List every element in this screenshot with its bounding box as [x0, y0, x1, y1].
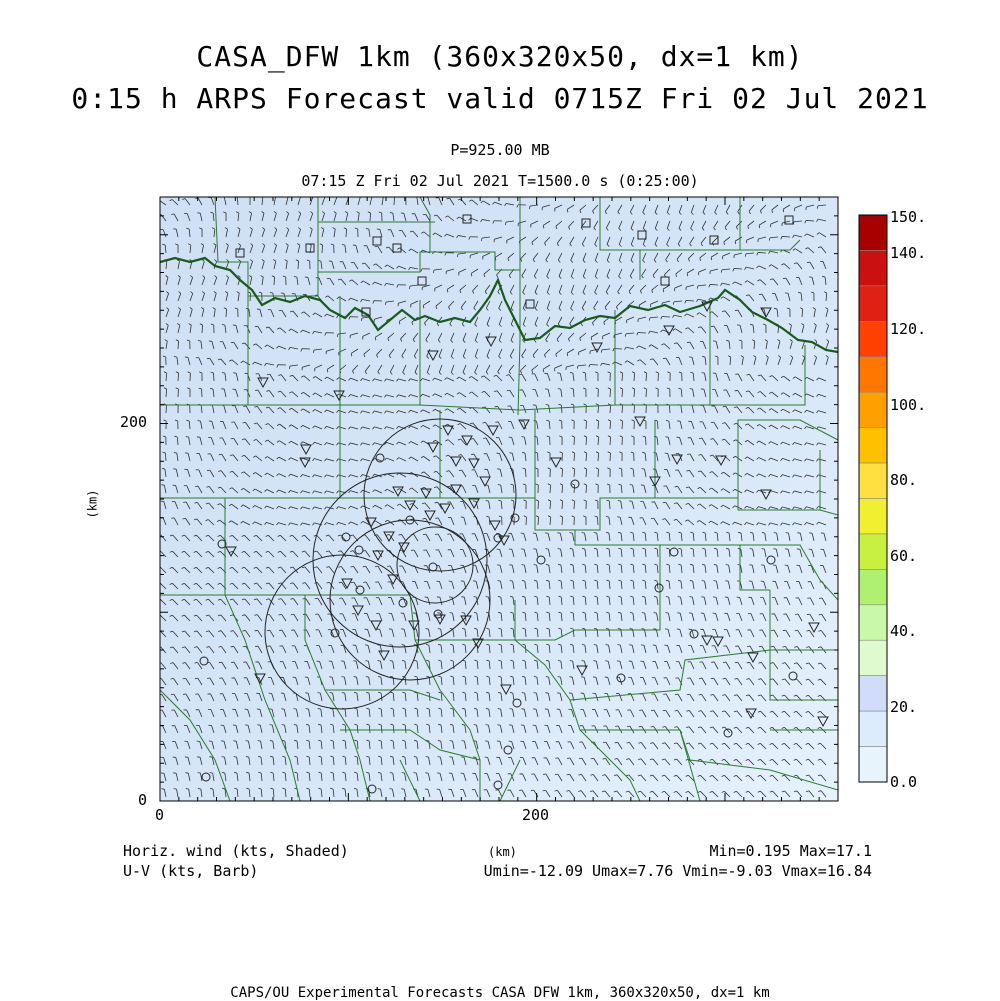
- colorbar: [859, 215, 887, 782]
- wind-barb: [538, 501, 539, 509]
- wind-barb-flag: [389, 789, 392, 790]
- wind-barb-flag: [157, 200, 159, 202]
- wind-barb-flag: [423, 214, 426, 215]
- wind-barb-flag: [426, 629, 429, 630]
- legend-barb: U-V (kts, Barb): [123, 862, 258, 880]
- wind-barb-flag: [807, 614, 810, 615]
- colorbar-label-100: 100.: [890, 396, 926, 414]
- wind-barb-flag: [510, 709, 513, 710]
- wind-barb: [550, 485, 551, 493]
- wind-barb: [574, 501, 575, 509]
- wind-barb-flag: [543, 369, 544, 372]
- wind-barb-flag: [462, 741, 465, 742]
- wind-barb-flag: [327, 278, 330, 279]
- wind-barb-flag: [498, 581, 501, 582]
- wind-barb-flag: [521, 437, 524, 438]
- wind-barb-flag: [558, 677, 561, 678]
- wind-barb-flag: [687, 273, 688, 276]
- wind-barb-flag: [365, 661, 368, 662]
- colorbar-segment: [859, 569, 887, 604]
- wind-barb-flag: [267, 630, 270, 631]
- wind-barb: [638, 332, 646, 333]
- chart-title: CASA_DFW 1km (360x320x50, dx=1 km): [0, 40, 1000, 73]
- y-axis-label: (km): [85, 490, 99, 519]
- wind-barb-flag: [735, 662, 738, 663]
- wind-barb: [782, 236, 790, 237]
- wind-barb-flag: [459, 470, 462, 471]
- wind-barb-flag: [207, 358, 210, 359]
- y-tick-200: 200: [120, 413, 147, 431]
- wind-barb-flag: [617, 645, 620, 646]
- wind-barb-flag: [270, 725, 273, 726]
- wind-barb-flag: [783, 209, 784, 212]
- wind-barb: [686, 300, 694, 301]
- wind-barb-flag: [786, 533, 789, 534]
- wind-barb-flag: [630, 629, 633, 630]
- wind-barb-flag: [291, 614, 294, 615]
- colorbar-segment: [859, 286, 887, 321]
- wind-barb-flag: [423, 534, 426, 535]
- wind-barb-flag: [615, 742, 618, 743]
- wind-barb-flag: [402, 645, 405, 646]
- wind-barb-flag: [555, 774, 558, 775]
- wind-barb-flag: [534, 693, 537, 694]
- colorbar-segment: [859, 499, 887, 534]
- wind-barb-flag: [783, 630, 786, 631]
- wind-barb-flag: [378, 789, 381, 790]
- wind-barb: [394, 197, 395, 205]
- wind-barb: [597, 517, 598, 525]
- wind-barb: [346, 229, 347, 237]
- wind-barb-flag: [474, 597, 477, 598]
- wind-barb: [657, 421, 658, 429]
- colorbar-segment: [859, 250, 887, 285]
- colorbar-label-20: 20.: [890, 698, 917, 716]
- wind-barb-flag: [219, 662, 222, 663]
- colorbar-segment: [859, 711, 887, 746]
- wind-barb-flag: [354, 677, 357, 678]
- wind-barb: [646, 389, 647, 397]
- wind-barb: [610, 389, 611, 397]
- wind-barb-flag: [689, 597, 692, 598]
- y-tick-0: 0: [138, 791, 147, 809]
- colorbar-label-150: 150.: [890, 208, 926, 226]
- wind-barb-flag: [171, 694, 174, 695]
- wind-barb-flag: [303, 294, 306, 295]
- colorbar-segment: [859, 428, 887, 463]
- wind-barb: [274, 277, 275, 285]
- wind-barb-flag: [341, 677, 344, 678]
- wind-barb-flag: [606, 645, 609, 646]
- wind-barb-flag: [665, 613, 668, 614]
- colorbar-label-80: 80.: [890, 471, 917, 489]
- wind-barb: [734, 268, 742, 269]
- wind-barb-flag: [591, 337, 592, 340]
- wind-barb-flag: [486, 725, 489, 726]
- wind-barb: [662, 316, 670, 317]
- wind-barb-flag: [663, 710, 666, 711]
- wind-barb-flag: [654, 613, 657, 614]
- colorbar-label-40: 40.: [890, 622, 917, 640]
- wind-barb-flag: [447, 198, 450, 199]
- wind-barb-flag: [255, 326, 258, 327]
- wind-barb-flag: [315, 598, 318, 599]
- wind-barb-flag: [507, 390, 510, 391]
- wind-barb-flag: [399, 230, 402, 231]
- wind-barb-flag: [522, 565, 525, 566]
- colorbar-label-60: 60.: [890, 547, 917, 565]
- wind-barb-flag: [582, 661, 585, 662]
- wind-barb-flag: [330, 693, 333, 694]
- wind-barb: [806, 220, 814, 221]
- wind-barb-flag: [711, 422, 714, 423]
- wind-barb-flag: [663, 289, 664, 292]
- wind-barb-flag: [531, 790, 534, 791]
- wind-shading: [160, 197, 838, 801]
- wind-barb-flag: [567, 353, 568, 356]
- pressure-level: P=925.00 MB: [0, 141, 1000, 159]
- wind-barb: [758, 252, 766, 253]
- wind-barb-flag: [413, 773, 416, 774]
- wind-barb-flag: [711, 678, 714, 679]
- wind-barb-flag: [246, 741, 249, 742]
- wind-barb-flag: [545, 549, 548, 550]
- wind-barb-flag: [174, 789, 177, 790]
- wind-barb: [298, 261, 299, 269]
- colorbar-label-140: 140.: [890, 244, 926, 262]
- wind-barb-flag: [195, 678, 198, 679]
- wind-barb-flag: [569, 533, 572, 534]
- wind-barb: [710, 284, 718, 285]
- legend-minmax: Min=0.195 Max=17.1: [709, 842, 872, 860]
- wind-barb-flag: [711, 257, 712, 260]
- footer-credit: CAPS/OU Experimental Forecasts CASA DFW 1km, 360x320x50, dx=1 km: [0, 985, 1000, 1001]
- colorbar-label-0: 0.0: [890, 773, 917, 791]
- wind-barb: [525, 469, 526, 477]
- wind-barb-flag: [642, 469, 645, 470]
- wind-barb: [213, 373, 214, 381]
- wind-barb-flag: [702, 373, 705, 374]
- colorbar-segment: [859, 463, 887, 498]
- wind-barb: [586, 485, 587, 493]
- wind-barb-flag: [759, 225, 760, 228]
- wind-barb: [590, 364, 598, 365]
- wind-barb-flag: [339, 582, 342, 583]
- wind-barb-flag: [651, 518, 654, 519]
- wind-barb-flag: [759, 646, 762, 647]
- wind-barb-flag: [293, 709, 296, 710]
- colorbar-segment: [859, 357, 887, 392]
- colorbar-segment: [859, 534, 887, 569]
- colorbar-segment: [859, 676, 887, 711]
- valid-time: 07:15 Z Fri 02 Jul 2021 T=1500.0 s (0:25:00): [0, 172, 1000, 190]
- wind-barb-flag: [663, 502, 666, 503]
- colorbar-segment: [859, 215, 887, 250]
- wind-barb-flag: [450, 613, 453, 614]
- wind-barb: [634, 405, 635, 413]
- wind-barb: [370, 213, 371, 221]
- wind-barb-flag: [579, 758, 582, 759]
- wind-barb-flag: [402, 773, 405, 774]
- wind-barb-flag: [317, 693, 320, 694]
- colorbar-label-120: 120.: [890, 320, 926, 338]
- wind-barb-flag: [363, 566, 366, 567]
- wind-barb-flag: [378, 661, 381, 662]
- legend-uv-range: Umin=-12.09 Umax=7.76 Vmin=-9.03 Vmax=16.84: [484, 862, 872, 880]
- wind-barb-flag: [198, 773, 201, 774]
- wind-barb-flag: [219, 454, 222, 455]
- x-tick-0: 0: [155, 806, 164, 824]
- wind-barb-flag: [222, 757, 225, 758]
- wind-barb: [322, 245, 323, 253]
- wind-barb-flag: [375, 246, 378, 247]
- colorbar-segment: [859, 747, 887, 782]
- wind-barb-flag: [351, 262, 354, 263]
- wind-barb-flag: [279, 310, 282, 311]
- legend-shaded: Horiz. wind (kts, Shaded): [123, 842, 349, 860]
- wind-barb-flag: [437, 757, 440, 758]
- colorbar-segment: [859, 605, 887, 640]
- wind-barb-flag: [762, 549, 765, 550]
- wind-barb-flag: [639, 726, 642, 727]
- x-tick-200: 200: [522, 806, 549, 824]
- wind-barb: [585, 373, 586, 381]
- wind-barb-flag: [198, 421, 201, 422]
- wind-barb-flag: [687, 694, 690, 695]
- wind-barb-flag: [723, 406, 726, 407]
- wind-barb-flag: [231, 342, 234, 343]
- wind-barb-flag: [735, 241, 736, 244]
- chart-subtitle: 0:15 h ARPS Forecast valid 0715Z Fri 02 Jul 2021: [0, 82, 1000, 115]
- colorbar-segment: [859, 640, 887, 675]
- colorbar-segment: [859, 321, 887, 356]
- wind-barb-flag: [641, 629, 644, 630]
- colorbar-segment: [859, 392, 887, 427]
- wind-barb-flag: [243, 646, 246, 647]
- x-axis-label: (km): [488, 845, 517, 859]
- wind-barb-flag: [714, 581, 717, 582]
